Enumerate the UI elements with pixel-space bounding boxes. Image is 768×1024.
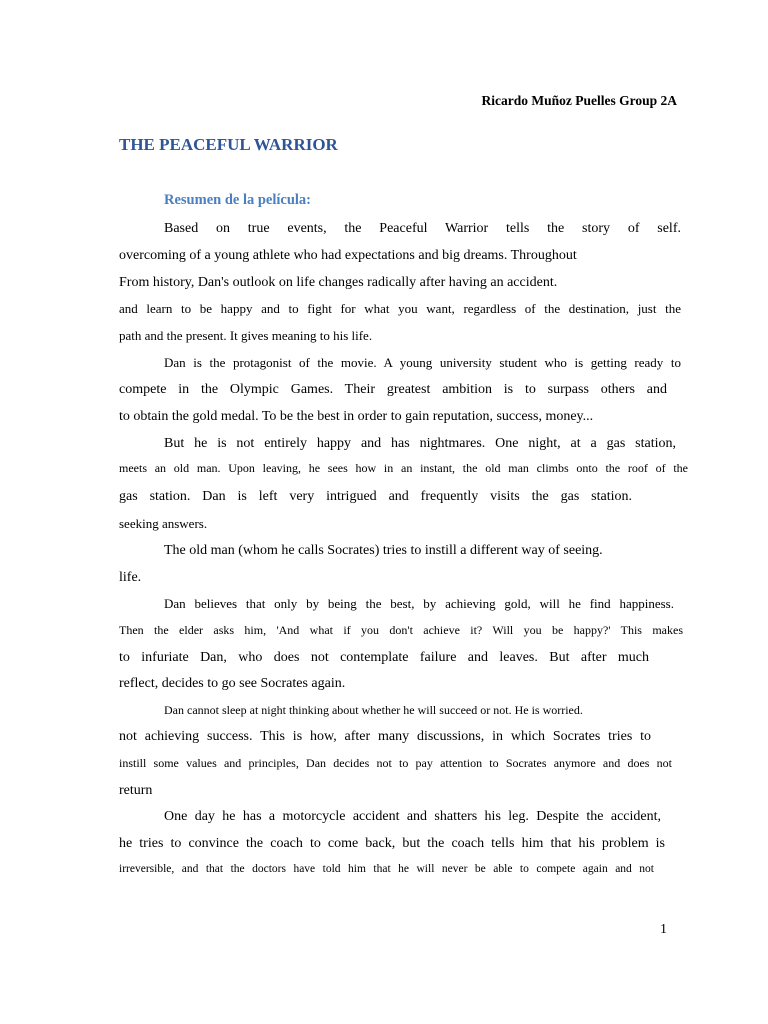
text-line: seeking answers. [119, 516, 208, 531]
page-number: 1 [660, 922, 667, 937]
section-heading: Resumen de la película: [164, 192, 312, 208]
text-line: Based on true events, the Peaceful Warrior tells the story of self. [164, 221, 681, 236]
text-line: and learn to be happy and to fight for what you want, regardless of the destination, just the [119, 301, 681, 316]
text-line: One day he has a motorcycle accident and shatters his leg. Despite the accident, [164, 809, 661, 824]
text-line: to obtain the gold medal. To be the best in order to gain reputation, success, money... [119, 409, 594, 424]
text-line: to infuriate Dan, who does not contemplate failure and leaves. But after much [119, 650, 649, 665]
text-line: Dan believes that only by being the best, by achieving gold, will he find happiness. [164, 596, 674, 611]
text-line: overcoming of a young athlete who had expectations and big dreams. Throughout [119, 248, 577, 263]
text-line: Dan is the protagonist of the movie. A young university student who is getting ready to [164, 355, 681, 370]
text-line: return [119, 783, 153, 798]
text-line: meets an old man. Upon leaving, he sees how in an instant, the old man climbs onto the roof of the [119, 461, 688, 475]
text-line: reflect, decides to go see Socrates again. [119, 676, 346, 691]
text-line: But he is not entirely happy and has nightmares. One night, at a gas station, [164, 436, 676, 451]
text-line: irreversible, and that the doctors have told him that he will never be able to compete again and not [119, 863, 654, 875]
text-line: Then the elder asks him, 'And what if you don't achieve it? Will you be happy?' This makes [119, 623, 683, 637]
text-line: Dan cannot sleep at night thinking about whether he will succeed or not. He is worried. [164, 703, 583, 717]
text-line: From history, Dan's outlook on life changes radically after having an accident. [119, 275, 558, 290]
text-line: life. [119, 570, 142, 585]
text-line: instill some values and principles, Dan decides not to pay attention to Socrates anymore and does not [119, 756, 672, 770]
text-line: not achieving success. This is how, after many discussions, in which Socrates tries to [119, 729, 651, 744]
text-line: he tries to convince the coach to come back, but the coach tells him that his problem is [119, 836, 665, 851]
document-title: THE PEACEFUL WARRIOR [119, 135, 338, 154]
author-header: Ricardo Muñoz Puelles Group 2A [481, 93, 677, 108]
text-line: path and the present. It gives meaning to his life. [119, 328, 373, 343]
text-line: compete in the Olympic Games. Their greatest ambition is to surpass others and [119, 382, 667, 397]
text-line: The old man (whom he calls Socrates) tries to instill a different way of seeing. [164, 543, 603, 558]
text-line: gas station. Dan is left very intrigued and frequently visits the gas station. [119, 489, 632, 504]
